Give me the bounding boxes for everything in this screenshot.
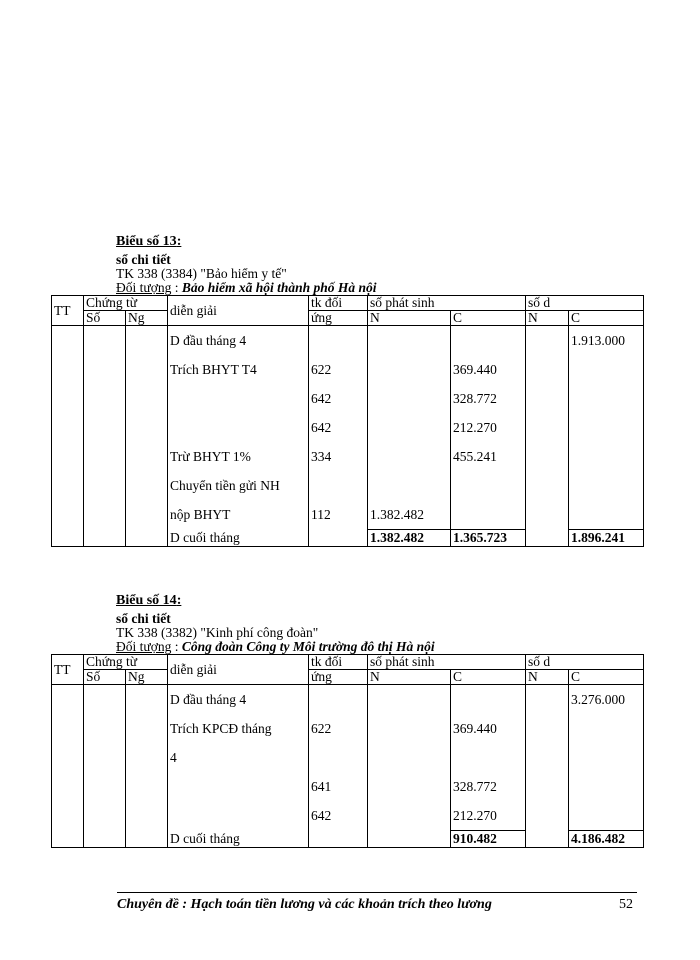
bieu-14-table — [51, 654, 644, 848]
table-row: D đầu tháng 4 Trích KPCĐ tháng 4 622 641 642 369.440 328.772 212.270 3.276.000 — [52, 685, 644, 831]
col-ngay: Ng — [126, 311, 168, 326]
table-row: D đầu tháng 4 Trích BHYT T4 Trừ BHYT 1% Chuyển tiền gửi NH nộp BHYT 622 642 642 334 112 1.382.482 369.440 328.772 212.270 455.241 1.913.000 — [52, 326, 644, 530]
col-so-phat-sinh: số phát sinh — [368, 655, 526, 670]
bieu-13-title: Biểu số 13: — [116, 234, 182, 249]
page-footer — [117, 892, 637, 919]
bieu-13-account: TK 338 (3384) "Bảo hiểm y tế" — [116, 266, 287, 281]
col-so-phat-sinh: số phát sinh — [368, 296, 526, 311]
col-ps-c: C — [451, 311, 526, 326]
col-du-n: N — [526, 311, 569, 326]
col-du-c: C — [569, 311, 644, 326]
col-so: Số — [84, 670, 126, 685]
col-ngay: Ng — [126, 670, 168, 685]
bieu-13-table — [51, 295, 644, 547]
col-tk-doi: tk đối — [309, 296, 368, 311]
col-ung: ứng — [309, 311, 368, 326]
page-number: 52 — [619, 897, 633, 912]
col-tk-doi: tk đối — [309, 655, 368, 670]
bieu-14-section — [51, 592, 644, 848]
col-dien-giai: diễn giải — [168, 655, 309, 685]
total-row: D cuối tháng 910.482 4.186.482 — [52, 831, 644, 848]
bieu-14-account: TK 338 (3382) "Kinh phí công đoàn" — [116, 625, 319, 640]
col-so-du: số d — [526, 296, 644, 311]
footer-text: Chuyên đề : Hạch toán tiền lương và các khoản trích theo lương — [117, 897, 492, 912]
bieu-13-subtitle: sổ chi tiết — [116, 252, 171, 267]
bieu-14-subtitle: sổ chi tiết — [116, 611, 171, 626]
bieu-13-doi-tuong: Đối tượng : Bảo hiểm xã hội thành phố Hà nội — [116, 280, 377, 295]
col-ps-c: C — [451, 670, 526, 685]
col-chung-tu: Chứng từ — [84, 655, 168, 670]
bieu-14-title: Biểu số 14: — [116, 593, 182, 608]
col-so: Số — [84, 311, 126, 326]
col-ung: ứng — [309, 670, 368, 685]
col-du-n: N — [526, 670, 569, 685]
total-row: D cuối tháng 1.382.482 1.365.723 1.896.241 — [52, 530, 644, 547]
bieu-13-section — [51, 233, 644, 547]
col-dien-giai: diễn giải — [168, 296, 309, 326]
col-chung-tu: Chứng từ — [84, 296, 168, 311]
col-du-c: C — [569, 670, 644, 685]
col-so-du: số d — [526, 655, 644, 670]
bieu-14-doi-tuong: Đối tượng : Công đoàn Công ty Môi trường đô thị Hà nội — [116, 639, 435, 654]
col-tt: TT — [52, 655, 84, 685]
col-tt: TT — [52, 296, 84, 326]
col-ps-n: N — [368, 311, 451, 326]
col-ps-n: N — [368, 670, 451, 685]
